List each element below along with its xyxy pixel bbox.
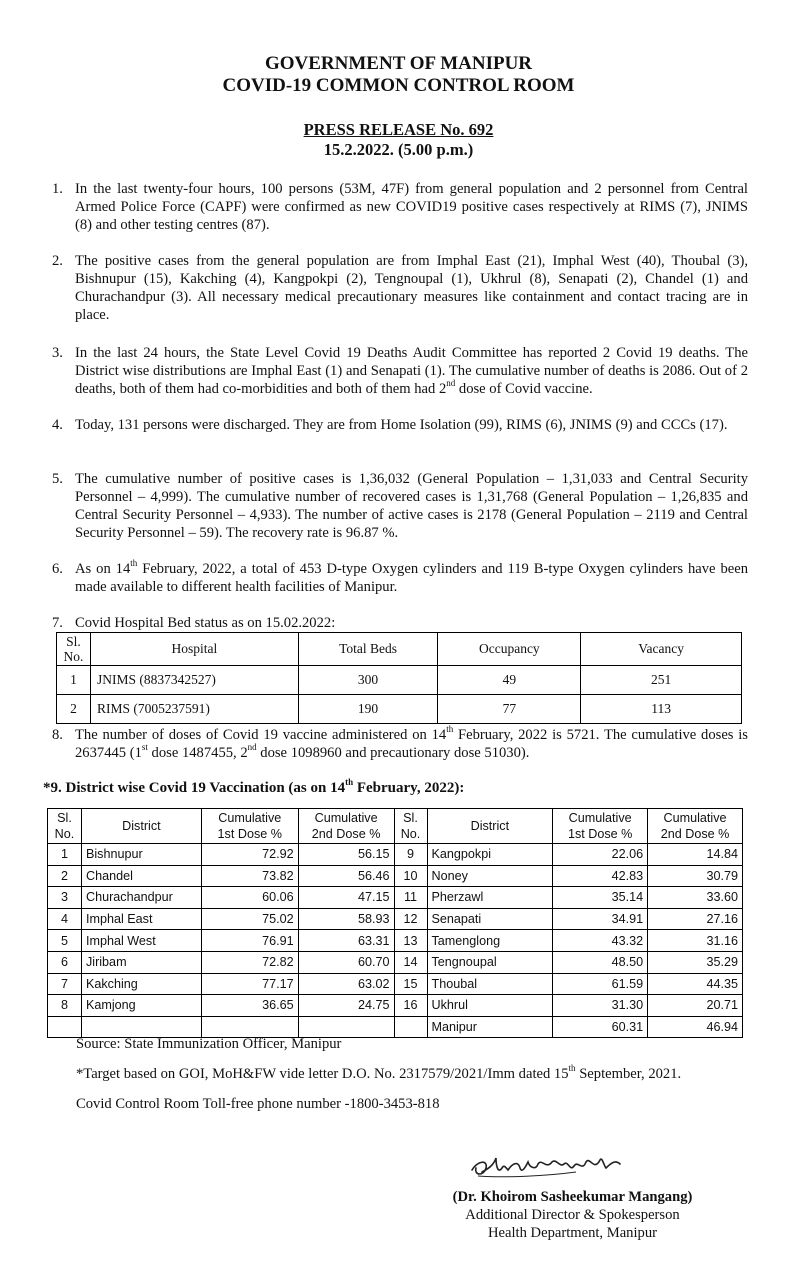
cell-2nd-dose: 27.16 <box>648 908 743 930</box>
cell-sl: 13 <box>394 930 427 952</box>
cell-district: Kamjong <box>81 995 201 1017</box>
cell-2nd-dose: 47.15 <box>298 887 394 909</box>
cell-sl: 14 <box>394 951 427 973</box>
cell-1st-dose: 43.32 <box>553 930 648 952</box>
paragraph-text: The number of doses of Covid 19 vaccine administered on 14th February, 2022 is 5721. The cumulative doses is 2637445 (1st dose 1487455, 2nd dose 1098960 and precautionary dose 51030). <box>75 724 748 761</box>
govt-heading: GOVERNMENT OF MANIPUR <box>264 53 533 74</box>
cell-1st-dose: 42.83 <box>553 865 648 887</box>
cell-district: Bishnupur <box>81 844 201 866</box>
cell-1st-dose: 76.91 <box>201 930 298 952</box>
cell-2nd-dose: 31.16 <box>648 930 743 952</box>
paragraph-number: 5. <box>52 471 63 487</box>
table-row <box>48 995 743 1017</box>
paragraph-4 <box>52 416 748 434</box>
paragraph-2 <box>52 252 748 324</box>
cell-1st-dose: 36.65 <box>201 995 298 1017</box>
paragraph-text: In the last 24 hours, the State Level Covid 19 Deaths Audit Committee has reported 2 Covid 19 deaths. The District wise distributions are Imphal East (1) and Senapati (1). The cumulative number of deaths is 2086. Out of 2 deaths, both of them had co-morbidities and both of them had 2nd dose of Covid vaccine. <box>75 345 748 397</box>
cell-1st-dose: 48.50 <box>553 951 648 973</box>
cell-vacancy: 251 <box>581 666 742 695</box>
cell-sl: 1 <box>57 666 91 695</box>
source-note: Source: State Immunization Officer, Manipur <box>76 1036 342 1052</box>
cell-2nd-dose: 63.02 <box>298 973 394 995</box>
cell-1st-dose: 31.30 <box>553 995 648 1017</box>
header-sl: Sl. No. <box>57 633 91 666</box>
cell-district: Imphal West <box>81 930 201 952</box>
cell-district: Thoubal <box>427 973 553 995</box>
paragraph-text: The positive cases from the general population are from Imphal East (21), Imphal West (40), Thoubal (3), Bishnupur (15), Kakching (4), Kangpokpi (2), Tengnoupal (1), Ukhrul (8), Senapati (2), Chandel (1) and Churachandpur (3). All necessary medical precautionary measures like containment and contact tracing are in place. <box>75 253 748 323</box>
cell-hospital: JNIMS (8837342527) <box>90 666 298 695</box>
cell-vacancy: 113 <box>581 695 742 724</box>
header-2nd-dose: Cumulative 2nd Dose % <box>648 809 743 844</box>
cell-2nd-dose: 56.46 <box>298 865 394 887</box>
table-row <box>48 865 743 887</box>
press-release-date: 15.2.2022. (5.00 p.m.) <box>323 140 474 159</box>
paragraph-number: 2. <box>52 253 63 269</box>
cell-2nd-dose: 44.35 <box>648 973 743 995</box>
header-1st-dose: Cumulative 1st Dose % <box>201 809 298 844</box>
cell-2nd-dose: 46.94 <box>648 1016 743 1038</box>
cell-sl: 7 <box>48 973 82 995</box>
hospital-bed-table <box>56 632 742 724</box>
header-hospital: Hospital <box>90 633 298 666</box>
cell-sl: 10 <box>394 865 427 887</box>
cell-1st-dose: 77.17 <box>201 973 298 995</box>
cell-hospital: RIMS (7005237591) <box>90 695 298 724</box>
header-sl: Sl. No. <box>394 809 427 844</box>
cell-sl: 16 <box>394 995 427 1017</box>
section-9-heading: *9. District wise Covid 19 Vaccination (as on 14th February, 2022): <box>43 777 465 796</box>
paragraph-7 <box>52 614 748 632</box>
cell-sl <box>394 1016 427 1038</box>
cell-district: Manipur <box>427 1016 553 1038</box>
target-note: *Target based on GOI, MoH&FW vide letter D.O. No. 2317579/2021/Imm dated 15th September, 2021. <box>76 1063 682 1082</box>
cell-sl <box>48 1016 82 1038</box>
cell-1st-dose: 73.82 <box>201 865 298 887</box>
cell-sl: 15 <box>394 973 427 995</box>
header-vacancy: Vacancy <box>581 633 742 666</box>
cell-sl: 12 <box>394 908 427 930</box>
paragraph-number: 8. <box>52 727 63 743</box>
cell-occupancy: 49 <box>438 666 581 695</box>
cell-2nd-dose: 20.71 <box>648 995 743 1017</box>
header-district: District <box>81 809 201 844</box>
cell-district: Tamenglong <box>427 930 553 952</box>
header-total-beds: Total Beds <box>298 633 438 666</box>
cell-1st-dose: 60.31 <box>553 1016 648 1038</box>
cell-occupancy: 77 <box>438 695 581 724</box>
paragraph-8 <box>52 726 748 762</box>
table-row <box>48 887 743 909</box>
vaccination-table-body <box>48 844 743 1038</box>
table-row <box>48 951 743 973</box>
cell-district: Noney <box>427 865 553 887</box>
cell-district <box>81 1016 201 1038</box>
header-2nd-dose: Cumulative 2nd Dose % <box>298 809 394 844</box>
paragraph-number: 1. <box>52 181 63 197</box>
paragraph-3 <box>52 344 748 398</box>
cell-district: Senapati <box>427 908 553 930</box>
signer-department: Health Department, Manipur <box>488 1225 657 1241</box>
cell-sl: 1 <box>48 844 82 866</box>
cell-1st-dose: 72.92 <box>201 844 298 866</box>
paragraph-text: In the last twenty-four hours, 100 persons (53M, 47F) from general population and 2 personnel from Central Armed Police Force (CAPF) were confirmed as new COVID19 positive cases respectively at RIMS (7), JNIMS (8) and other testing centres (87). <box>75 181 748 233</box>
cell-sl: 11 <box>394 887 427 909</box>
paragraph-text: As on 14th February, 2022, a total of 453 D-type Oxygen cylinders and 119 B-type Oxygen cylinders have been made available to different health facilities of Manipur. <box>75 558 748 595</box>
cell-1st-dose: 60.06 <box>201 887 298 909</box>
tollfree-note: Covid Control Room Toll-free phone number -1800-3453-818 <box>76 1096 440 1112</box>
paragraph-6 <box>52 560 748 596</box>
cell-district: Pherzawl <box>427 887 553 909</box>
cell-district: Kangpokpi <box>427 844 553 866</box>
header-district: District <box>427 809 553 844</box>
cell-sl: 4 <box>48 908 82 930</box>
cell-district: Chandel <box>81 865 201 887</box>
table-row <box>48 844 743 866</box>
paragraph-5 <box>52 470 748 542</box>
cell-district: Jiribam <box>81 951 201 973</box>
vaccination-table <box>47 808 743 1038</box>
paragraph-number: 7. <box>52 615 63 631</box>
cell-2nd-dose: 35.29 <box>648 951 743 973</box>
table-row <box>57 695 742 724</box>
cell-2nd-dose: 58.93 <box>298 908 394 930</box>
paragraph-number: 4. <box>52 417 63 433</box>
cell-total-beds: 300 <box>298 666 438 695</box>
cell-1st-dose: 22.06 <box>553 844 648 866</box>
cell-sl: 9 <box>394 844 427 866</box>
header-sl: Sl. No. <box>48 809 82 844</box>
cell-district: Tengnoupal <box>427 951 553 973</box>
cell-1st-dose: 61.59 <box>553 973 648 995</box>
table-row <box>48 1016 743 1038</box>
header-1st-dose: Cumulative 1st Dose % <box>553 809 648 844</box>
cell-1st-dose: 34.91 <box>553 908 648 930</box>
table-row <box>48 908 743 930</box>
cell-total-beds: 190 <box>298 695 438 724</box>
paragraph-text: Covid Hospital Bed status as on 15.02.2022: <box>75 615 336 631</box>
table-row <box>57 666 742 695</box>
cell-2nd-dose: 30.79 <box>648 865 743 887</box>
signer-name: (Dr. Khoirom Sasheekumar Mangang) <box>452 1189 693 1205</box>
table-header-row <box>48 809 743 844</box>
cell-sl: 2 <box>48 865 82 887</box>
cell-district: Imphal East <box>81 908 201 930</box>
signature <box>466 1146 636 1186</box>
cell-district: Kakching <box>81 973 201 995</box>
paragraph-1 <box>52 180 748 234</box>
cell-2nd-dose: 14.84 <box>648 844 743 866</box>
cell-sl: 6 <box>48 951 82 973</box>
cell-1st-dose: 72.82 <box>201 951 298 973</box>
control-room-heading: COVID-19 COMMON CONTROL ROOM <box>222 75 575 96</box>
cell-1st-dose: 75.02 <box>201 908 298 930</box>
paragraph-number: 3. <box>52 345 63 361</box>
paragraph-text: Today, 131 persons were discharged. They are from Home Isolation (99), RIMS (6), JNIMS (9) and CCCs (17). <box>75 417 728 433</box>
cell-2nd-dose: 60.70 <box>298 951 394 973</box>
cell-1st-dose <box>201 1016 298 1038</box>
cell-sl: 3 <box>48 887 82 909</box>
table-row <box>48 973 743 995</box>
table-header-row <box>57 633 742 666</box>
paragraph-number: 6. <box>52 561 63 577</box>
cell-sl: 8 <box>48 995 82 1017</box>
cell-2nd-dose: 24.75 <box>298 995 394 1017</box>
cell-sl: 2 <box>57 695 91 724</box>
signer-title: Additional Director & Spokesperson <box>465 1207 680 1223</box>
cell-sl: 5 <box>48 930 82 952</box>
cell-2nd-dose: 63.31 <box>298 930 394 952</box>
cell-2nd-dose <box>298 1016 394 1038</box>
header-occupancy: Occupancy <box>438 633 581 666</box>
cell-district: Churachandpur <box>81 887 201 909</box>
cell-district: Ukhrul <box>427 995 553 1017</box>
table-row <box>48 930 743 952</box>
press-release-number: PRESS RELEASE No. 692 <box>303 120 494 139</box>
cell-2nd-dose: 33.60 <box>648 887 743 909</box>
cell-1st-dose: 35.14 <box>553 887 648 909</box>
paragraph-text: The cumulative number of positive cases is 1,36,032 (General Population – 1,31,033 and Central Security Personnel – 4,999). The cumulative number of recovered cases is 1,31,768 (General Population – 1,26,835 and Central Security Personnel – 4,933). The number of active cases is 2178 (General Population – 2119 and Central Security Personnel – 59). The recovery rate is 96.87 %. <box>75 471 748 541</box>
cell-2nd-dose: 56.15 <box>298 844 394 866</box>
